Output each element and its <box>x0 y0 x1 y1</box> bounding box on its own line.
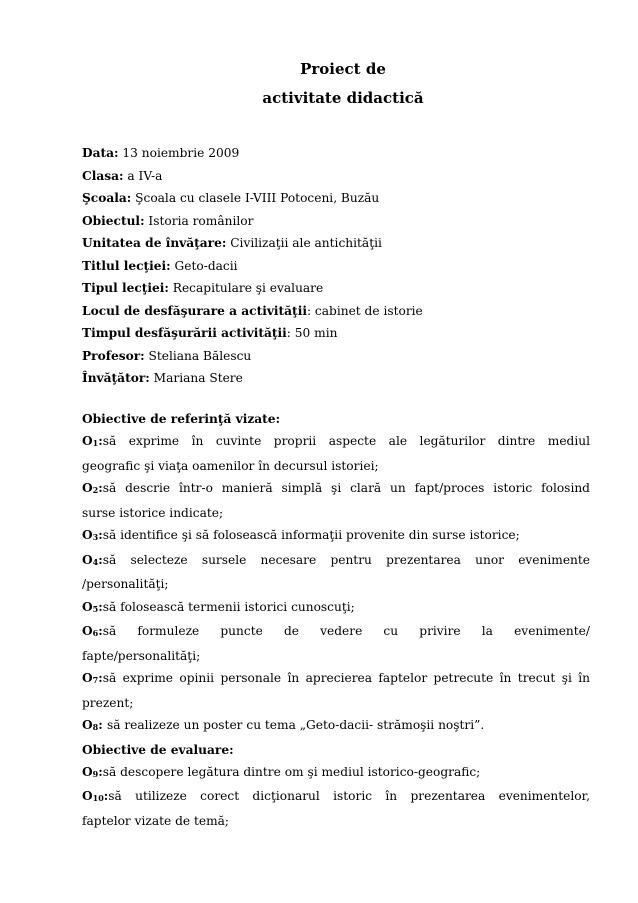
objective-text: să exprime în cuvinte proprii aspecte ale legăturilor dintre mediul <box>102 434 590 448</box>
objective-item <box>82 667 590 714</box>
info-row-invatator <box>82 367 592 390</box>
document-title-line-1: Proiect de <box>300 60 386 78</box>
info-row-scoala <box>82 187 592 210</box>
info-row-clasa <box>82 165 592 188</box>
objective-text: să utilizeze corect dicţionarul istoric în prezentarea evenimentelor, <box>108 789 590 803</box>
info-row-tipul <box>82 277 592 300</box>
objective-item <box>82 549 590 596</box>
objective-text: să folosească termenii istorici cunoscuţi; <box>102 599 355 614</box>
objective-line <box>82 524 590 549</box>
info-label: Profesor: <box>82 348 145 363</box>
objective-text: să exprime opinii personale în aprecierea faptelor petrecute în trecut şi în <box>102 671 590 685</box>
info-row-data <box>82 142 592 165</box>
objective-continuation: /personalităţi; <box>82 577 169 591</box>
objective-item <box>82 524 590 549</box>
info-value: Civilizaţii ale antichităţii <box>226 236 382 250</box>
info-value: : cabinet de istorie <box>306 303 423 318</box>
objective-item <box>82 596 590 621</box>
info-value: Şcoala cu clasele I-VIII Potoceni, Buzău <box>131 191 380 205</box>
info-row-profesor <box>82 345 592 368</box>
info-value: a IV-a <box>123 168 163 183</box>
objective-line <box>82 549 590 574</box>
objective-line <box>82 430 590 455</box>
objective-line <box>82 761 590 786</box>
info-label: Timpul desfăşurării activităţii <box>82 326 287 340</box>
section-title: Obiective de referinţă vizate: <box>82 412 281 426</box>
info-value: Steliana Bălescu <box>144 348 252 363</box>
info-value: Istoria românilor <box>144 213 254 228</box>
info-row-locul <box>82 300 592 323</box>
objective-code: $O_6$: <box>82 624 103 638</box>
info-label: Şcoala: <box>82 191 132 205</box>
objective-continuation: prezent; <box>82 695 134 710</box>
objective-item <box>82 620 590 667</box>
objective-item <box>82 430 590 477</box>
objective-code: $O_2$: <box>82 481 103 495</box>
objective-item <box>82 477 590 524</box>
info-value: 13 noiembrie 2009 <box>118 146 240 160</box>
objective-code: $O_3$: <box>82 528 103 542</box>
info-label: Titlul lecţiei: <box>82 258 171 273</box>
objective-text: să realizeze un poster cu tema „Geto-dacii- strămoşii noştri”. <box>106 718 485 732</box>
objective-line <box>82 620 590 645</box>
objective-code: $O_4$: <box>82 552 103 567</box>
objective-text: să identifice şi să folosească informaţii provenite din surse istorice; <box>102 528 520 542</box>
info-value: Recapitulare şi evaluare <box>168 281 324 295</box>
info-row-unitatea <box>82 232 592 255</box>
objective-item <box>82 714 590 739</box>
objective-code: $O_8$: <box>82 718 107 732</box>
info-label: Învăţător: <box>82 371 150 385</box>
objective-line <box>82 785 590 810</box>
info-row-titlul <box>82 255 592 278</box>
objective-line <box>82 714 590 739</box>
objective-code: $O_7$: <box>82 671 103 685</box>
info-label: Data: <box>82 146 119 160</box>
objectives-reference-section <box>82 408 590 832</box>
objective-continuation: geografic şi viaţa oamenilor în decursul istoriei; <box>82 458 379 473</box>
info-label: Locul de desfăşurare a activităţii <box>82 303 307 318</box>
objective-continuation: fapte/personalităţi; <box>82 648 201 663</box>
objective-continuation: surse istorice indicate; <box>82 505 224 520</box>
objective-text: să selecteze sursele necesare pentru prezentarea unor evenimente <box>102 552 590 567</box>
lesson-info <box>82 142 592 390</box>
info-value: Geto-dacii <box>170 258 238 273</box>
info-value: : 50 min <box>286 326 338 340</box>
document-title-line-2: activitate didactică <box>262 89 424 107</box>
info-row-timpul <box>82 322 592 345</box>
info-label: Obiectul: <box>82 213 145 228</box>
objective-text: să formuleze puncte de vedere cu privire la evenimente/ <box>102 624 590 638</box>
objective-item <box>82 785 590 832</box>
objective-line <box>82 596 590 621</box>
objective-code: $O_{10}$: <box>82 789 109 803</box>
objective-text: să descopere legătura dintre om şi mediul istorico-geografic; <box>102 764 481 779</box>
objective-text: să descrie într-o manieră simplă şi clară un fapt/proces istoric folosind <box>102 481 590 495</box>
info-label: Tipul lecţiei: <box>82 281 169 295</box>
objective-continuation: faptelor vizate de temă; <box>82 813 230 828</box>
info-value: Mariana Stere <box>149 371 243 385</box>
info-label: Clasa: <box>82 168 124 183</box>
info-label: Unitatea de învăţare: <box>82 236 227 250</box>
objective-code: $O_1$: <box>82 434 103 448</box>
objective-line <box>82 667 590 692</box>
objective-item <box>82 761 590 786</box>
info-row-obiectul <box>82 210 592 233</box>
objective-code: $O_5$: <box>82 599 103 614</box>
objective-line <box>82 477 590 502</box>
objective-code: $O_9$: <box>82 764 103 779</box>
section-title: Obiective de evaluare: <box>82 742 234 757</box>
